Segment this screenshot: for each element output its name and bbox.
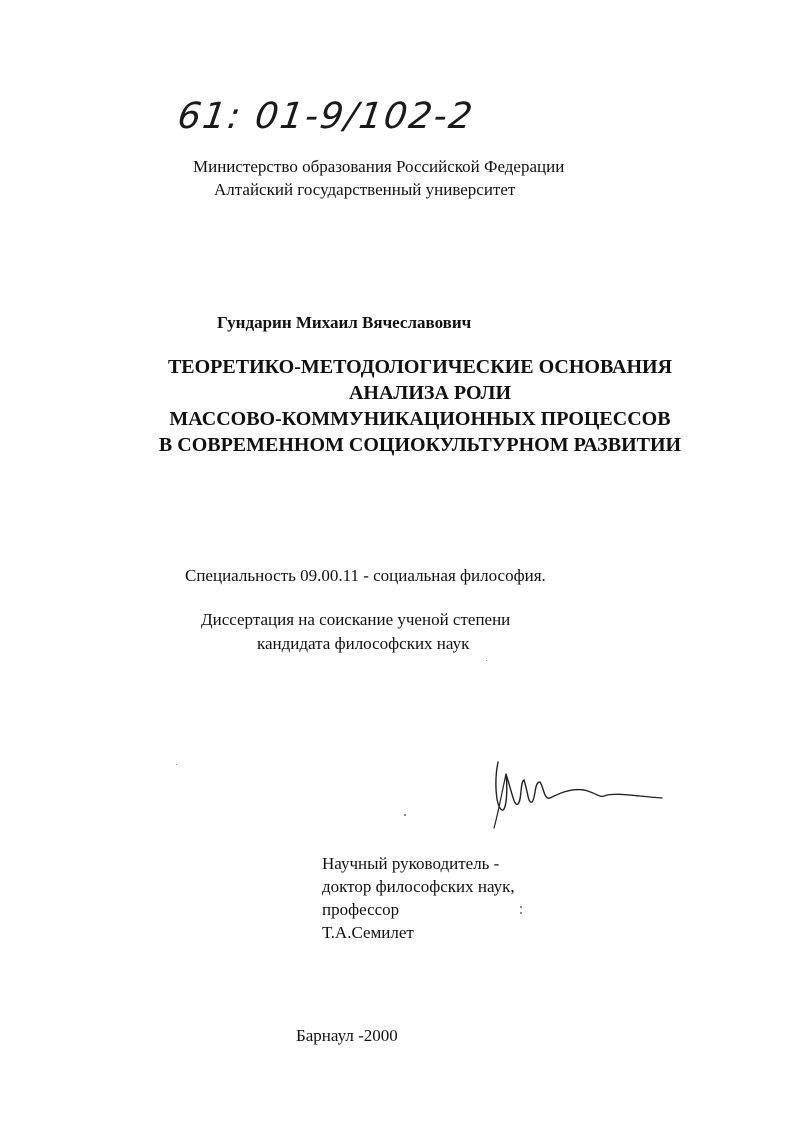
dissertation-title [120,354,720,458]
author-name: Гундарин Михаил Вячеславович [217,313,472,332]
specialty: Специальность 09.00.11 - социальная философия. [185,566,546,585]
scan-speck [486,660,487,661]
title-line: МАССОВО-КОММУНИКАЦИОННЫХ ПРОЦЕССОВ [169,408,671,430]
city-year: Барнаул -2000 [296,1026,398,1045]
title-line: АНАЛИЗА РОЛИ [348,382,512,404]
title-line: В СОВРЕМЕННОМ СОЦИОКУЛЬТУРНОМ РАЗВИТИИ [158,434,682,456]
title-line: ТЕОРЕТИКО-МЕТОДОЛОГИЧЕСКИЕ ОСНОВАНИЯ [167,356,673,378]
scan-speck [520,906,522,908]
signature [484,752,674,832]
supervisor-block [322,852,515,944]
archive-code: 61: 01-9/102-2 [175,96,477,137]
university-name: Алтайский государственный университет [214,180,516,199]
supervisor-rank: профессор [322,900,400,919]
supervisor-role: Научный руководитель - [322,854,500,873]
degree-line: кандидата философских наук [257,634,470,653]
scan-speck [520,912,522,914]
supervisor-name: Т.А.Семилет [322,923,414,942]
degree-line: Диссертация на соискание ученой степени [201,610,511,629]
ministry-name: Министерство образования Российской Федерации [193,157,565,176]
scan-speck [176,764,177,765]
supervisor-degree: доктор философских наук, [322,877,515,896]
scan-speck [404,814,406,816]
